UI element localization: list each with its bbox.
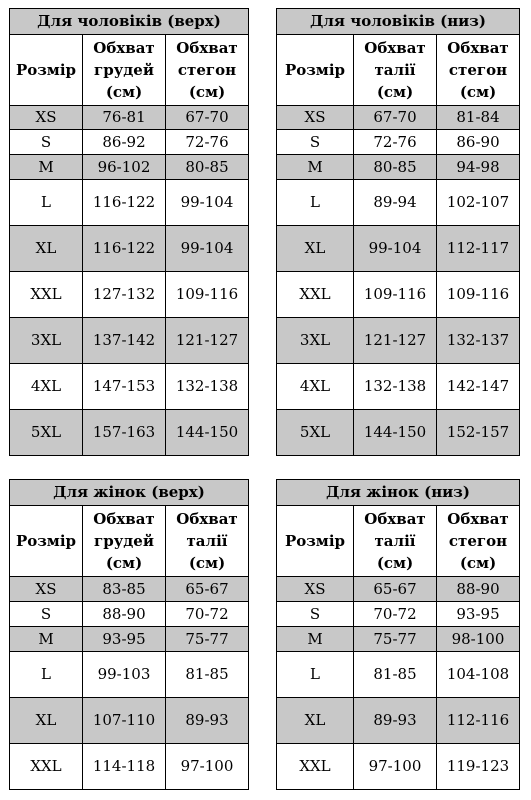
measure-cell-1: 107-110	[83, 698, 166, 744]
measure-cell-2: 104-108	[437, 652, 520, 698]
measure-cell-2: 99-104	[166, 180, 249, 226]
table-row	[10, 364, 249, 410]
size-cell: XL	[10, 226, 83, 272]
measure-cell-2: 81-85	[166, 652, 249, 698]
measure-cell-2: 142-147	[437, 364, 520, 410]
measure-cell-1: 76-81	[83, 106, 166, 130]
table-row	[10, 272, 249, 318]
size-cell: M	[277, 627, 354, 652]
header-waist: Обхват талії (см)	[354, 506, 437, 577]
table-title: Для жінок (низ)	[277, 480, 520, 506]
table-row	[10, 698, 249, 744]
table-row	[10, 627, 249, 652]
measure-cell-2: 132-138	[166, 364, 249, 410]
table-row	[277, 627, 520, 652]
table-row	[277, 180, 520, 226]
table-row	[277, 364, 520, 410]
measure-cell-2: 88-90	[437, 577, 520, 602]
size-cell: XXL	[10, 272, 83, 318]
size-cell: XL	[277, 698, 354, 744]
table-row	[277, 698, 520, 744]
header-hips: Обхват стегон (см)	[437, 35, 520, 106]
measure-cell-2: 99-104	[166, 226, 249, 272]
measure-cell-1: 89-94	[354, 180, 437, 226]
table-row	[10, 602, 249, 627]
men-top-size-table	[9, 8, 249, 456]
measure-cell-2: 112-116	[437, 698, 520, 744]
size-cell: XL	[277, 226, 354, 272]
size-cell: L	[10, 652, 83, 698]
size-cell: S	[10, 602, 83, 627]
table-row	[10, 180, 249, 226]
size-cell: XL	[10, 698, 83, 744]
measure-cell-1: 88-90	[83, 602, 166, 627]
measure-cell-1: 96-102	[83, 155, 166, 180]
header-waist: Обхват талії (см)	[166, 506, 249, 577]
header-chest: Обхват грудей (см)	[83, 506, 166, 577]
table-row	[277, 602, 520, 627]
size-cell: XS	[10, 106, 83, 130]
women-bottom-size-table	[276, 479, 520, 790]
table-row	[277, 155, 520, 180]
header-size: Розмір	[10, 35, 83, 106]
size-cell: 5XL	[10, 410, 83, 456]
table-row	[277, 272, 520, 318]
size-cell: XS	[10, 577, 83, 602]
measure-cell-1: 99-104	[354, 226, 437, 272]
measure-cell-2: 119-123	[437, 744, 520, 790]
measure-cell-1: 116-122	[83, 226, 166, 272]
measure-cell-1: 97-100	[354, 744, 437, 790]
header-hips: Обхват стегон (см)	[437, 506, 520, 577]
size-cell: M	[10, 627, 83, 652]
measure-cell-1: 67-70	[354, 106, 437, 130]
measure-cell-1: 89-93	[354, 698, 437, 744]
size-cell: XS	[277, 577, 354, 602]
measure-cell-2: 94-98	[437, 155, 520, 180]
size-cell: XXL	[277, 744, 354, 790]
header-size: Розмір	[10, 506, 83, 577]
size-cell: XXL	[277, 272, 354, 318]
table-row	[10, 410, 249, 456]
measure-cell-1: 65-67	[354, 577, 437, 602]
size-cell: S	[10, 130, 83, 155]
table-row	[10, 155, 249, 180]
size-cell: S	[277, 602, 354, 627]
size-cell: XXL	[10, 744, 83, 790]
measure-cell-1: 86-92	[83, 130, 166, 155]
size-cell: 4XL	[10, 364, 83, 410]
measure-cell-1: 83-85	[83, 577, 166, 602]
table-title: Для чоловіків (низ)	[277, 9, 520, 35]
size-cell: 4XL	[277, 364, 354, 410]
measure-cell-2: 152-157	[437, 410, 520, 456]
measure-cell-1: 157-163	[83, 410, 166, 456]
header-hips: Обхват стегон (см)	[166, 35, 249, 106]
header-waist: Обхват талії (см)	[354, 35, 437, 106]
measure-cell-2: 98-100	[437, 627, 520, 652]
measure-cell-2: 109-116	[437, 272, 520, 318]
measure-cell-1: 137-142	[83, 318, 166, 364]
measure-cell-2: 97-100	[166, 744, 249, 790]
measure-cell-2: 121-127	[166, 318, 249, 364]
size-cell: L	[277, 180, 354, 226]
size-cell: M	[10, 155, 83, 180]
table-row	[277, 130, 520, 155]
measure-cell-1: 70-72	[354, 602, 437, 627]
table-row	[10, 652, 249, 698]
measure-cell-2: 93-95	[437, 602, 520, 627]
table-title: Для жінок (верх)	[10, 480, 249, 506]
table-row	[277, 577, 520, 602]
table-row	[10, 318, 249, 364]
measure-cell-2: 65-67	[166, 577, 249, 602]
header-size: Розмір	[277, 35, 354, 106]
measure-cell-1: 114-118	[83, 744, 166, 790]
measure-cell-1: 93-95	[83, 627, 166, 652]
measure-cell-1: 121-127	[354, 318, 437, 364]
table-row	[277, 106, 520, 130]
measure-cell-1: 81-85	[354, 652, 437, 698]
header-size: Розмір	[277, 506, 354, 577]
size-cell: L	[10, 180, 83, 226]
measure-cell-2: 144-150	[166, 410, 249, 456]
measure-cell-2: 112-117	[437, 226, 520, 272]
measure-cell-2: 102-107	[437, 180, 520, 226]
measure-cell-2: 67-70	[166, 106, 249, 130]
table-title: Для чоловіків (верх)	[10, 9, 249, 35]
table-row	[277, 410, 520, 456]
measure-cell-2: 86-90	[437, 130, 520, 155]
measure-cell-1: 99-103	[83, 652, 166, 698]
measure-cell-1: 144-150	[354, 410, 437, 456]
size-cell: 3XL	[277, 318, 354, 364]
measure-cell-2: 72-76	[166, 130, 249, 155]
measure-cell-2: 70-72	[166, 602, 249, 627]
size-cell: 5XL	[277, 410, 354, 456]
men-bottom-size-table	[276, 8, 520, 456]
measure-cell-1: 127-132	[83, 272, 166, 318]
size-cell: M	[277, 155, 354, 180]
table-row	[10, 106, 249, 130]
size-cell: L	[277, 652, 354, 698]
measure-cell-1: 80-85	[354, 155, 437, 180]
measure-cell-2: 89-93	[166, 698, 249, 744]
measure-cell-2: 81-84	[437, 106, 520, 130]
table-row	[277, 318, 520, 364]
measure-cell-1: 72-76	[354, 130, 437, 155]
size-cell: 3XL	[10, 318, 83, 364]
table-row	[10, 130, 249, 155]
measure-cell-2: 80-85	[166, 155, 249, 180]
size-cell: XS	[277, 106, 354, 130]
header-chest: Обхват грудей (см)	[83, 35, 166, 106]
measure-cell-1: 147-153	[83, 364, 166, 410]
measure-cell-1: 132-138	[354, 364, 437, 410]
table-row	[277, 652, 520, 698]
measure-cell-2: 132-137	[437, 318, 520, 364]
table-row	[277, 744, 520, 790]
table-row	[10, 577, 249, 602]
table-row	[10, 744, 249, 790]
table-row	[10, 226, 249, 272]
size-cell: S	[277, 130, 354, 155]
measure-cell-1: 109-116	[354, 272, 437, 318]
measure-cell-2: 75-77	[166, 627, 249, 652]
women-top-size-table	[9, 479, 249, 790]
measure-cell-2: 109-116	[166, 272, 249, 318]
measure-cell-1: 75-77	[354, 627, 437, 652]
measure-cell-1: 116-122	[83, 180, 166, 226]
table-row	[277, 226, 520, 272]
